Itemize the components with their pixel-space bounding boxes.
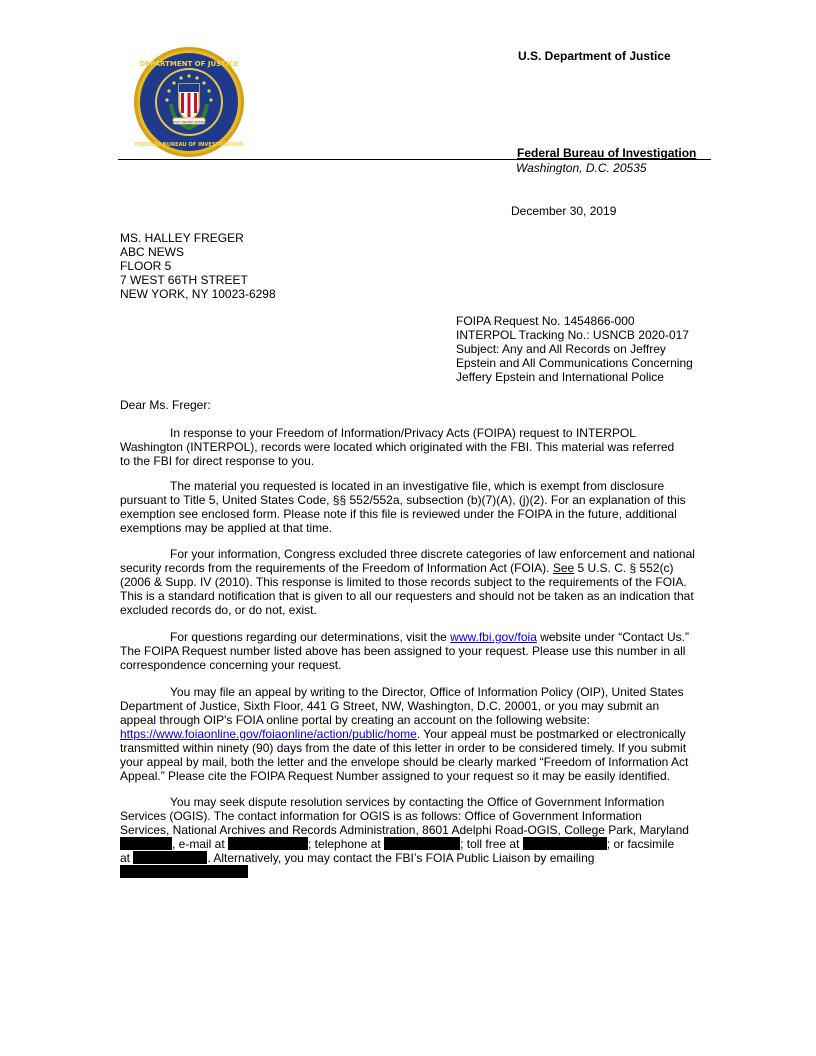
text-line: pursuant to Title 5, United States Code, §§ 552/552a, subsection (b)(7)(A), (j)(2). For an explanation of this [120,493,686,507]
text-line: Appeal.” Please cite the FOIPA Request Number assigned to your request so it may be easily identified. [120,769,671,783]
request-line: Epstein and All Communications Concerning [456,356,693,370]
department-name: U.S. Department of Justice [518,49,671,63]
paragraph-appeal [120,685,700,783]
text-line: (2006 & Supp. IV (2010). This response is limited to those records subject to the requirements of the FOIA. [120,575,687,589]
paragraph-exemption [120,479,700,535]
request-reference [456,314,716,384]
text-line: at [120,851,134,865]
request-line: Jeffery Epstein and International Police [456,370,664,384]
text-line: ; or facsimile [606,837,675,851]
see-citation: See [552,561,575,575]
text-line: ; telephone at [308,837,385,851]
recipient-address [120,231,276,301]
text-line: The FOIPA Request number listed above has been assigned to your request. Please use this number in all [120,644,686,658]
text-line: to the FBI for direct response to you. [120,454,315,468]
text-line: You may file an appeal by writing to the Director, Office of Information Policy (OIP), United States [170,685,684,699]
text-line: excluded records do, or do not, exist. [120,603,317,617]
address-line: NEW YORK, NY 10023-6298 [120,287,276,301]
text-line: appeal through OIP's FOIA online portal by creating an account on the following website: [120,713,590,727]
paragraph-ogis [120,795,700,879]
address-line: 7 WEST 66TH STREET [120,273,248,287]
fbi-foia-link[interactable]: www.fbi.gov/foia [450,630,537,644]
text-line: Department of Justice, Sixth Floor, 441 G Street, NW, Washington, D.C. 20001, or you may submit an [120,699,660,713]
text-line: security records from the requirements of the Freedom of Information Act (FOIA). [120,561,553,575]
paragraph-questions [120,630,700,672]
text-line: transmitted within ninety (90) days from the date of this letter in order to be considered timely. If you submit [120,741,687,755]
text-line: . Alternatively, you may contact the FBI’s FOIA Public Liaison by emailing [207,851,595,865]
text-line: For questions regarding our determinations, visit the [170,630,451,644]
redaction-block [523,837,607,850]
text-line: You may seek dispute resolution services by contacting the Office of Government Information [170,795,665,809]
text-line: This is a standard notification that is given to all our requesters and should not be taken as an indication that [120,589,694,603]
address-line: FLOOR 5 [120,259,172,273]
seal-bottom-text: FEDERAL BUREAU OF INVESTIGATION [134,142,244,148]
fbi-seal-icon [133,46,245,158]
redaction-block [133,851,207,864]
redaction-block [120,837,172,850]
letter-date: December 30, 2019 [511,204,617,218]
foiaonline-link[interactable]: https://www.foiaonline.gov/foiaonline/action/public/home [120,727,417,741]
text-line: website under “Contact Us.” [536,630,689,644]
redaction-block [384,837,460,850]
paragraph-exclusions [120,547,700,617]
text-line: Services, National Archives and Records Administration, 8601 Adelphi Road-OGIS, College Park, Maryland [120,823,689,837]
address-line: MS. HALLEY FREGER [120,231,244,245]
text-line: Washington (INTERPOL), records were located which originated with the FBI. This material was referred [120,440,675,454]
text-line: Services (OGIS). The contact information for OGIS is as follows: Office of Government Information [120,809,642,823]
request-line: Subject: Any and All Records on Jeffrey [456,342,666,356]
text-line: The material you requested is located in an investigative file, which is exempt from disclosure [170,479,665,493]
bureau-name: Federal Bureau of Investigation [517,146,697,160]
text-line: ; toll free at [460,837,523,851]
text-line: correspondence concerning your request. [120,658,342,672]
header-rule [118,159,711,160]
text-line: . Your appeal must be postmarked or electronically [416,727,686,741]
address-line: ABC NEWS [120,245,185,259]
seal-top-text: DEPARTMENT OF JUSTICE [139,60,239,68]
request-line: FOIPA Request No. 1454866-000 [456,314,635,328]
paragraph-response [120,426,700,468]
text-line: exemption see enclosed form. Please note if this file is reviewed under the FOIPA in the future, additional [120,507,677,521]
text-line: exemptions may be applied at that time. [120,521,333,535]
text-line: your appeal by mail, both the letter and the envelope should be clearly marked “Freedom of Information Act [120,755,689,769]
salutation: Dear Ms. Freger: [120,398,211,412]
redaction-block [228,837,308,850]
redaction-block [120,865,248,878]
text-line: For your information, Congress excluded three discrete categories of law enforcement and national [170,547,695,561]
text-line: In response to your Freedom of Information/Privacy Acts (FOIPA) request to INTERPOL [170,426,636,440]
text-line: , e-mail at [172,837,229,851]
request-line: INTERPOL Tracking No.: USNCB 2020-017 [456,328,689,342]
bureau-location: Washington, D.C. 20535 [516,161,647,175]
seal-motto: FIDELITY BRAVERY INTEGRITY [169,120,209,124]
text-line: 5 U.S. C. § 552(c) [574,561,674,575]
